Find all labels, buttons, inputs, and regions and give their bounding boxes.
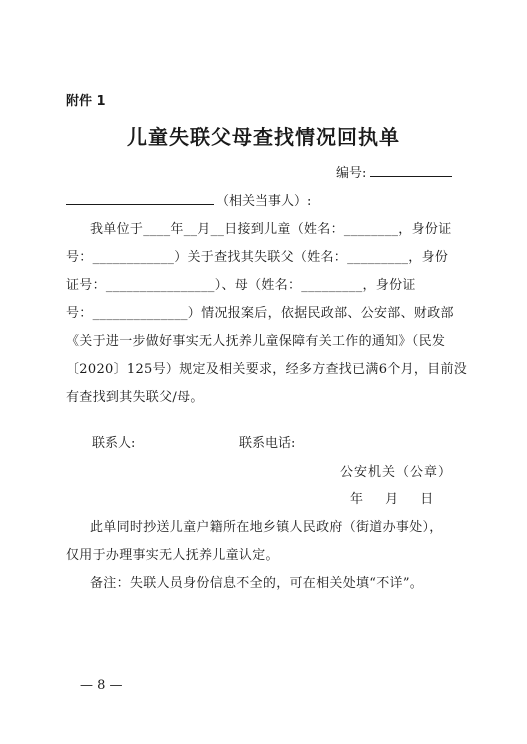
body-line: 号：____________）关于查找其失联父（姓名：_________，身份 (66, 250, 449, 265)
body-line: 有查找到其失联父/母。 (66, 390, 204, 405)
remark-note: 备注：失联人员身份信息不全的，可在相关处填“不详”。 (90, 576, 424, 591)
cc-note-line: 此单同时抄送儿童户籍所在地乡镇人民政府（街道办事处）， (90, 520, 443, 535)
body-line: 证号：________________）、母（姓名：_________，身份证 (66, 278, 416, 293)
addressee-blank-line (66, 192, 214, 205)
date-line: 年 月 日 (350, 492, 434, 507)
addressee-line (66, 190, 311, 209)
serial-label: 编号: (336, 166, 367, 181)
attachment-label: 附件 1 (66, 94, 106, 109)
body-line: 我单位于____年__月__日接到儿童（姓名：________，身份证 (90, 222, 452, 237)
addressee-suffix: （相关当事人）: (216, 194, 312, 209)
page-number: — 8 — (80, 678, 123, 693)
serial-blank-line (370, 164, 452, 177)
cc-note-line: 仅用于办理事实无人抚养儿童认定。 (66, 548, 279, 563)
body-line: 〔2020〕125号）规定及相关要求，经多方查找已满6个月，目前没 (66, 362, 468, 377)
body-line: 《关于进一步做好事实无人抚养儿童保障有关工作的通知》（民发 (66, 334, 446, 349)
document-title: 儿童失联父母查找情况回执单 (127, 125, 400, 149)
contact-phone-label: 联系电话: (239, 436, 296, 451)
body-line: 号：______________）情况报案后，依据民政部、公安部、财政部 (66, 306, 454, 321)
contact-person-label: 联系人: (92, 436, 136, 451)
official-seal-label: 公安机关（公章） (340, 465, 453, 480)
serial-number (336, 162, 452, 181)
